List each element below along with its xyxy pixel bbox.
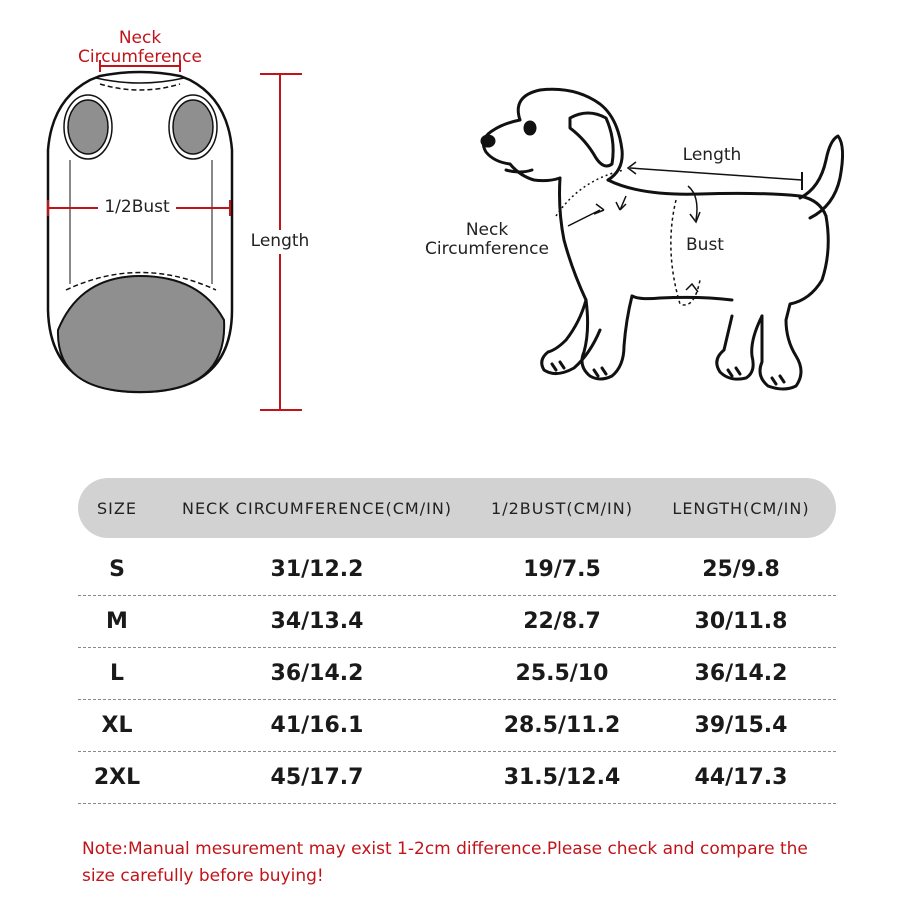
header-neck: NECK CIRCUMFERENCE(CM/IN)	[181, 498, 453, 518]
measurement-note	[82, 836, 842, 890]
table-row	[78, 648, 836, 700]
coat-neck-label	[66, 29, 214, 67]
cell-bust: 28.5/11.2	[503, 713, 621, 738]
cell-size: 2XL	[93, 765, 141, 790]
note-line-2: size carefully before buying!	[82, 866, 324, 886]
cell-size: XL	[101, 713, 133, 738]
coat-length-label: Length	[240, 232, 320, 251]
cell-size: S	[109, 557, 125, 582]
table-row	[78, 752, 836, 804]
table-row	[78, 700, 836, 752]
cell-length: 25/9.8	[702, 557, 780, 582]
cell-length: 44/17.3	[694, 765, 788, 790]
cell-bust: 22/8.7	[523, 609, 601, 634]
header-bust: 1/2BUST(CM/IN)	[491, 498, 633, 518]
cell-neck: 45/17.7	[270, 765, 364, 790]
header-size: SIZE	[97, 498, 137, 518]
cell-length: 39/15.4	[694, 713, 788, 738]
cell-neck: 31/12.2	[270, 557, 364, 582]
dog-neck-label-line2: Circumference	[425, 239, 549, 259]
cell-neck: 41/16.1	[270, 713, 364, 738]
coat-neck-label-line2: Circumference	[78, 47, 202, 67]
dog-neck-label-line1: Neck	[465, 220, 509, 240]
cell-length: 30/11.8	[694, 609, 788, 634]
cell-neck: 34/13.4	[270, 609, 364, 634]
table-header	[78, 478, 836, 538]
cell-size: M	[106, 609, 128, 634]
dog-bust-label: Bust	[686, 235, 724, 255]
size-chart-table	[78, 478, 836, 804]
coat-neck-label-line1: Neck	[118, 28, 162, 48]
dog-length-label: Length	[682, 145, 742, 165]
cell-bust: 31.5/12.4	[503, 765, 621, 790]
cell-size: L	[109, 661, 125, 686]
table-row	[78, 544, 836, 596]
cell-length: 36/14.2	[694, 661, 788, 686]
cell-bust: 25.5/10	[515, 661, 609, 686]
header-length: LENGTH(CM/IN)	[672, 498, 810, 518]
cell-neck: 36/14.2	[270, 661, 364, 686]
table-row	[78, 596, 836, 648]
coat-bust-label: 1/2Bust	[104, 197, 170, 217]
cell-bust: 19/7.5	[523, 557, 601, 582]
dog-neck-label	[414, 221, 560, 259]
note-line-1: Note:Manual mesurement may exist 1-2cm difference.Please check and compare the	[82, 839, 808, 859]
